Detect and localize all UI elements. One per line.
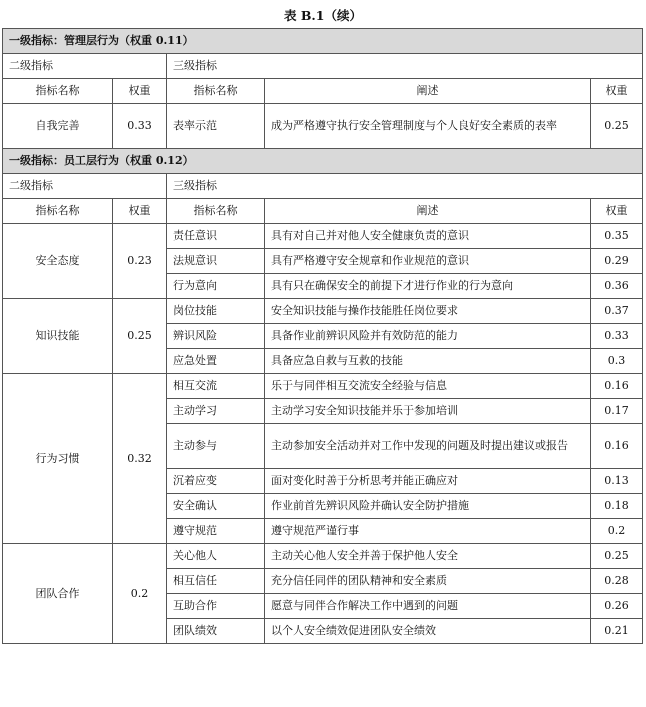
level3-weight: 0.25 (591, 104, 643, 149)
column-header: 权重 (113, 199, 167, 224)
level3-name: 主动参与 (167, 424, 265, 469)
level2-weight: 0.2 (113, 544, 167, 644)
level2-name: 团队合作 (3, 544, 113, 644)
table-row (3, 374, 643, 399)
level3-description: 以个人安全绩效促进团队安全绩效 (265, 619, 591, 644)
level2-weight: 0.33 (113, 104, 167, 149)
level3-description: 具备作业前辨识风险并有效防范的能力 (265, 324, 591, 349)
table-caption: 表 B.1（续） (284, 8, 362, 23)
level3-label: 三级指标 (167, 54, 643, 79)
column-header: 指标名称 (3, 79, 113, 104)
level3-name: 责任意识 (167, 224, 265, 249)
level3-weight: 0.16 (591, 424, 643, 469)
level3-name: 相互信任 (167, 569, 265, 594)
level3-description: 安全知识技能与操作技能胜任岗位要求 (265, 299, 591, 324)
level3-name: 沉着应变 (167, 469, 265, 494)
level-header-row (3, 54, 643, 79)
column-header: 权重 (591, 79, 643, 104)
level3-name: 相互交流 (167, 374, 265, 399)
level2-label: 二级指标 (3, 174, 167, 199)
column-header: 指标名称 (167, 79, 265, 104)
level3-weight: 0.29 (591, 249, 643, 274)
level3-weight: 0.2 (591, 519, 643, 544)
level3-description: 乐于与同伴相互交流安全经验与信息 (265, 374, 591, 399)
section-title: 一级指标：管理层行为（权重 0.11） (3, 29, 643, 54)
level3-description: 遵守规范严谨行事 (265, 519, 591, 544)
level-header-row (3, 174, 643, 199)
level3-weight: 0.21 (591, 619, 643, 644)
level3-name: 岗位技能 (167, 299, 265, 324)
level3-description: 具备应急自救与互救的技能 (265, 349, 591, 374)
level3-description: 面对变化时善于分析思考并能正确应对 (265, 469, 591, 494)
column-header-row (3, 79, 643, 104)
section-title: 一级指标：员工层行为（权重 0.12） (3, 149, 643, 174)
level3-weight: 0.25 (591, 544, 643, 569)
level3-weight: 0.17 (591, 399, 643, 424)
level3-description: 具有严格遵守安全规章和作业规范的意识 (265, 249, 591, 274)
level3-description: 主动学习安全知识技能并乐于参加培训 (265, 399, 591, 424)
level2-name: 行为习惯 (3, 374, 113, 544)
level3-weight: 0.18 (591, 494, 643, 519)
level3-description: 主动关心他人安全并善于保护他人安全 (265, 544, 591, 569)
level3-name: 互助合作 (167, 594, 265, 619)
level2-weight: 0.32 (113, 374, 167, 544)
level3-description: 成为严格遵守执行安全管理制度与个人良好安全素质的表率 (265, 104, 591, 149)
level3-name: 法规意识 (167, 249, 265, 274)
column-header: 指标名称 (167, 199, 265, 224)
level3-name: 团队绩效 (167, 619, 265, 644)
level3-weight: 0.33 (591, 324, 643, 349)
table-row (3, 224, 643, 249)
level3-weight: 0.26 (591, 594, 643, 619)
table-row (3, 299, 643, 324)
level3-description: 主动参加安全活动并对工作中发现的问题及时提出建议或报告 (265, 424, 591, 469)
level2-label: 二级指标 (3, 54, 167, 79)
level3-name: 主动学习 (167, 399, 265, 424)
level3-name: 行为意向 (167, 274, 265, 299)
level3-weight: 0.28 (591, 569, 643, 594)
level3-name: 遵守规范 (167, 519, 265, 544)
level2-name: 知识技能 (3, 299, 113, 374)
level2-name: 自我完善 (3, 104, 113, 149)
level3-name: 辨识风险 (167, 324, 265, 349)
level3-description: 充分信任同伴的团队精神和安全素质 (265, 569, 591, 594)
level3-description: 作业前首先辨识风险并确认安全防护措施 (265, 494, 591, 519)
column-header-row (3, 199, 643, 224)
table-row (3, 104, 643, 149)
indicator-table (2, 28, 643, 644)
level3-weight: 0.36 (591, 274, 643, 299)
column-header: 阐述 (265, 199, 591, 224)
level2-weight: 0.25 (113, 299, 167, 374)
level3-label: 三级指标 (167, 174, 643, 199)
section-header (3, 29, 643, 54)
column-header: 阐述 (265, 79, 591, 104)
level3-weight: 0.3 (591, 349, 643, 374)
level3-description: 具有只在确保安全的前提下才进行作业的行为意向 (265, 274, 591, 299)
level3-name: 关心他人 (167, 544, 265, 569)
level3-weight: 0.35 (591, 224, 643, 249)
level3-weight: 0.16 (591, 374, 643, 399)
level3-description: 愿意与同伴合作解决工作中遇到的问题 (265, 594, 591, 619)
column-header: 指标名称 (3, 199, 113, 224)
level3-name: 安全确认 (167, 494, 265, 519)
table-row (3, 544, 643, 569)
level2-name: 安全态度 (3, 224, 113, 299)
level3-name: 应急处置 (167, 349, 265, 374)
section-header (3, 149, 643, 174)
level3-weight: 0.37 (591, 299, 643, 324)
level3-weight: 0.13 (591, 469, 643, 494)
level3-description: 具有对自己并对他人安全健康负责的意识 (265, 224, 591, 249)
column-header: 权重 (113, 79, 167, 104)
level2-weight: 0.23 (113, 224, 167, 299)
column-header: 权重 (591, 199, 643, 224)
level3-name: 表率示范 (167, 104, 265, 149)
